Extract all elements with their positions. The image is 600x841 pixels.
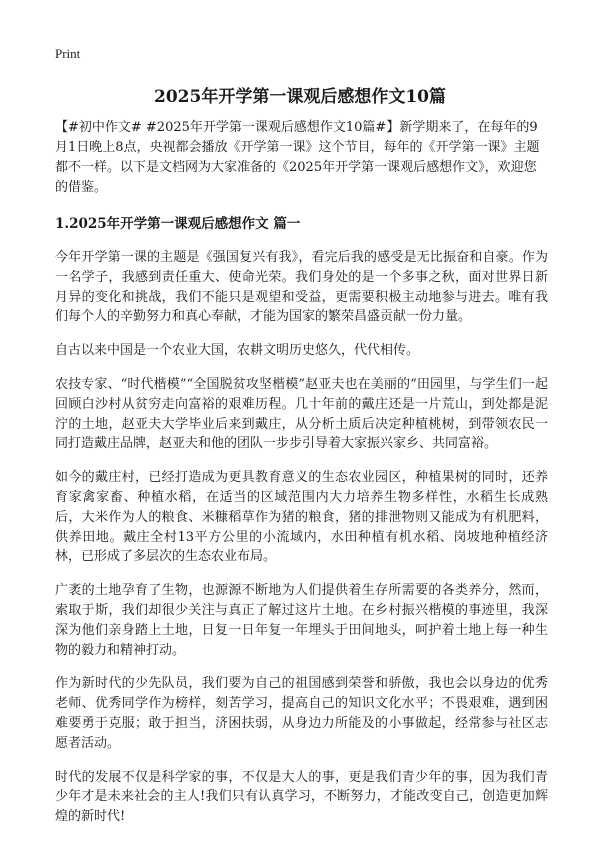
section-heading: 1.2025年开学第一课观后感想作文 篇一 bbox=[55, 216, 301, 232]
print-link[interactable]: Print bbox=[55, 46, 81, 61]
paragraph-2: 自古以来中国是一个农业大国，农耕文明历史悠久，代代相传。 bbox=[55, 343, 420, 359]
document-title: 2025年开学第一课观后感想作文10篇 bbox=[154, 87, 446, 107]
document-body bbox=[55, 118, 548, 841]
paragraph-6: 作为新时代的少先队员，我们要为自己的祖国感到荣誉和骄傲，我也会以身边的优秀老师、优秀同学作为榜样，刻苦学习，提高自己的知识文化水平；不畏艰难，遇到困难要勇于克服；敢于担当，济困扶弱，从身边力所能及的小事做起，经常参与社区志愿者活动。 bbox=[55, 676, 548, 751]
paragraph-5: 广袤的土地孕育了生物，也源源不断地为人们提供着生存所需要的各类养分，然而，索取于斯，我们却很少关注与真正了解过这片土地。在乡村振兴楷模的事迹里，我深深为他们亲身踏上土地，日复一日年复一年埋头于田间地头，呵护着土地上每一种生物的毅力和精神打动。 bbox=[55, 583, 548, 658]
paragraph-1: 今年开学第一课的主题是《强国复兴有我》，看完后我的感受是无比振奋和自豪。作为一名学子，我感到责任重大、使命光荣。我们身处的是一个多事之秋，面对世界日新月异的变化和挑战，我们不能只是观望和受益，更需要积极主动地参与进去。唯有我们每个人的辛勤努力和真心奉献，才能为国家的繁荣昌盛贡献一份力量。 bbox=[55, 250, 548, 325]
paragraph-4: 如今的戴庄村，已经打造成为更具教育意义的生态农业园区，种植果树的同时，还养育家禽家畜、种植水稻，在适当的区域范围内大力培养生物多样性，水稻生长成熟后，大米作为人的粮食、米糠稻草作为猪的粮食，猪的排泄物则又能成为有机肥料，供养田地。戴庄全村13平方公里的小流域内，水田种植有机水稻、岗坡地种植经济林，已形成了多层次的生态农业布局。 bbox=[55, 470, 548, 565]
intro-paragraph: 【#初中作文# #2025年开学第一课观后感想作文10篇#】新学期来了，在每年的9月1日晚上8点，央视都会播放《开学第一课》这个节目，每年的《开学第一课》主题都不一样。以下是文档网为大家准备的《2025年开学第一课观后感想作文》，欢迎您的借鉴。 bbox=[55, 120, 540, 195]
paragraph-7: 时代的发展不仅是科学家的事，不仅是大人的事，更是我们青少年的事，因为我们青少年才是未来社会的主人!我们只有认真学习，不断努力，才能改变自己，创造更加辉煌的新时代! bbox=[55, 769, 548, 825]
paragraph-3: 农技专家、“时代楷模”“全国脱贫攻坚楷模”赵亚夫也在美丽的“田园里，与学生们一起回顾白沙村从贫穷走向富裕的艰难历程。几十年前的戴庄还是一片荒山，到处都是泥泞的土地，赵亚夫大学毕业后来到戴庄，从分析土质后决定种植桃树，到带领农民一同打造戴庄品牌，赵亚夫和他的团队一步步引导着大家振兴家乡、共同富裕。 bbox=[55, 376, 548, 452]
